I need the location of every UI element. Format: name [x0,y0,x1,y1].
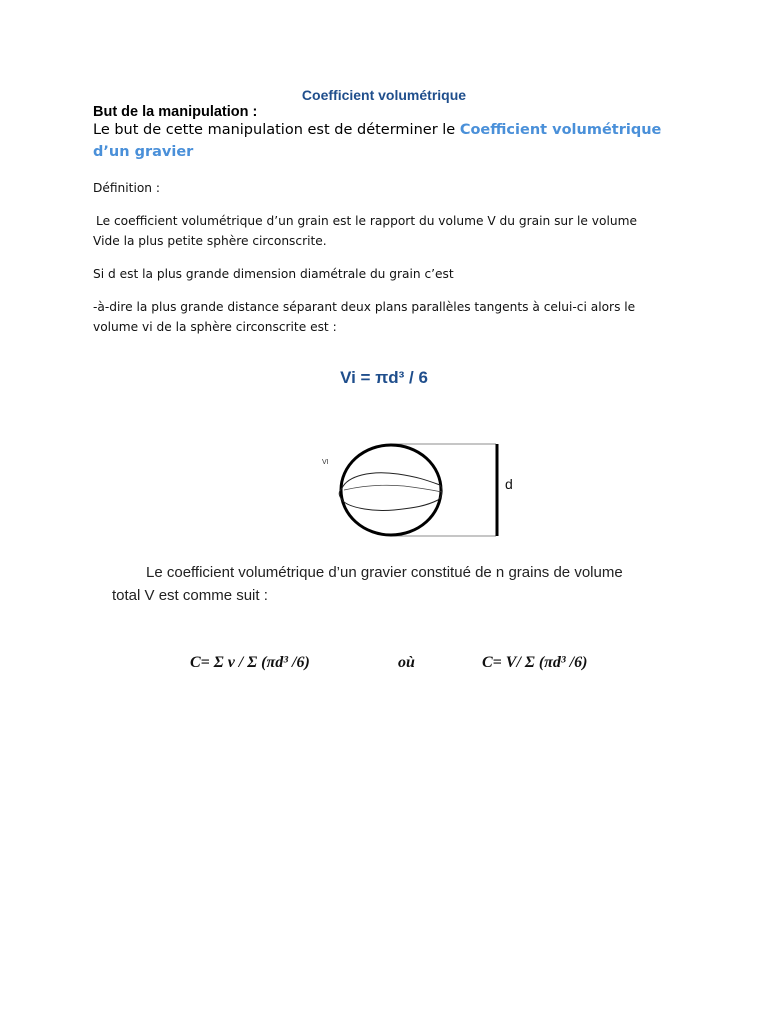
grain-inner-line [344,485,442,492]
definition-line: Si d est la plus grande dimension diamétrale du grain c’est [93,267,454,281]
sphere-volume-formula: Vi = πd³ / 6 [340,368,428,387]
purpose-highlight-continued: d’un gravier [93,144,194,160]
formula-connector: où [398,654,415,671]
coefficient-line: Le coefficient volumétrique d’un gravier constitué de n grains de volume [146,564,623,581]
diagram-label-d: d [505,476,513,492]
page-title: Coefficient volumétrique [301,87,467,103]
definition-line: -à-dire la plus grande distance séparant deux plans parallèles tangents à celui-ci alors le [93,300,636,314]
coefficient-formula-total: C= V/ Σ (πd³ /6) [482,654,588,671]
circumscribed-sphere [341,445,441,535]
purpose-highlight: Coefficient volumétrique [459,122,662,138]
purpose-heading: But de la manipulation : [93,104,258,120]
grain-sphere-diagram [318,440,528,540]
definition-label: Définition : [93,181,160,195]
diagram-label-vi: VI [322,459,329,466]
definition-line: Le coefficient volumétrique d’un grain est le rapport du volume V du grain sur le volume [96,214,637,228]
grain-outline [339,473,442,511]
purpose-text: Le but de cette manipulation est de déterminer le [93,122,460,138]
definition-line: Vide la plus petite sphère circonscrite. [93,234,327,248]
coefficient-formula-sum: C= Σ v / Σ (πd³ /6) [190,654,310,671]
purpose-line [93,122,661,138]
definition-line: volume vi de la sphère circonscrite est : [93,320,337,334]
coefficient-line: total V est comme suit : [112,587,268,604]
